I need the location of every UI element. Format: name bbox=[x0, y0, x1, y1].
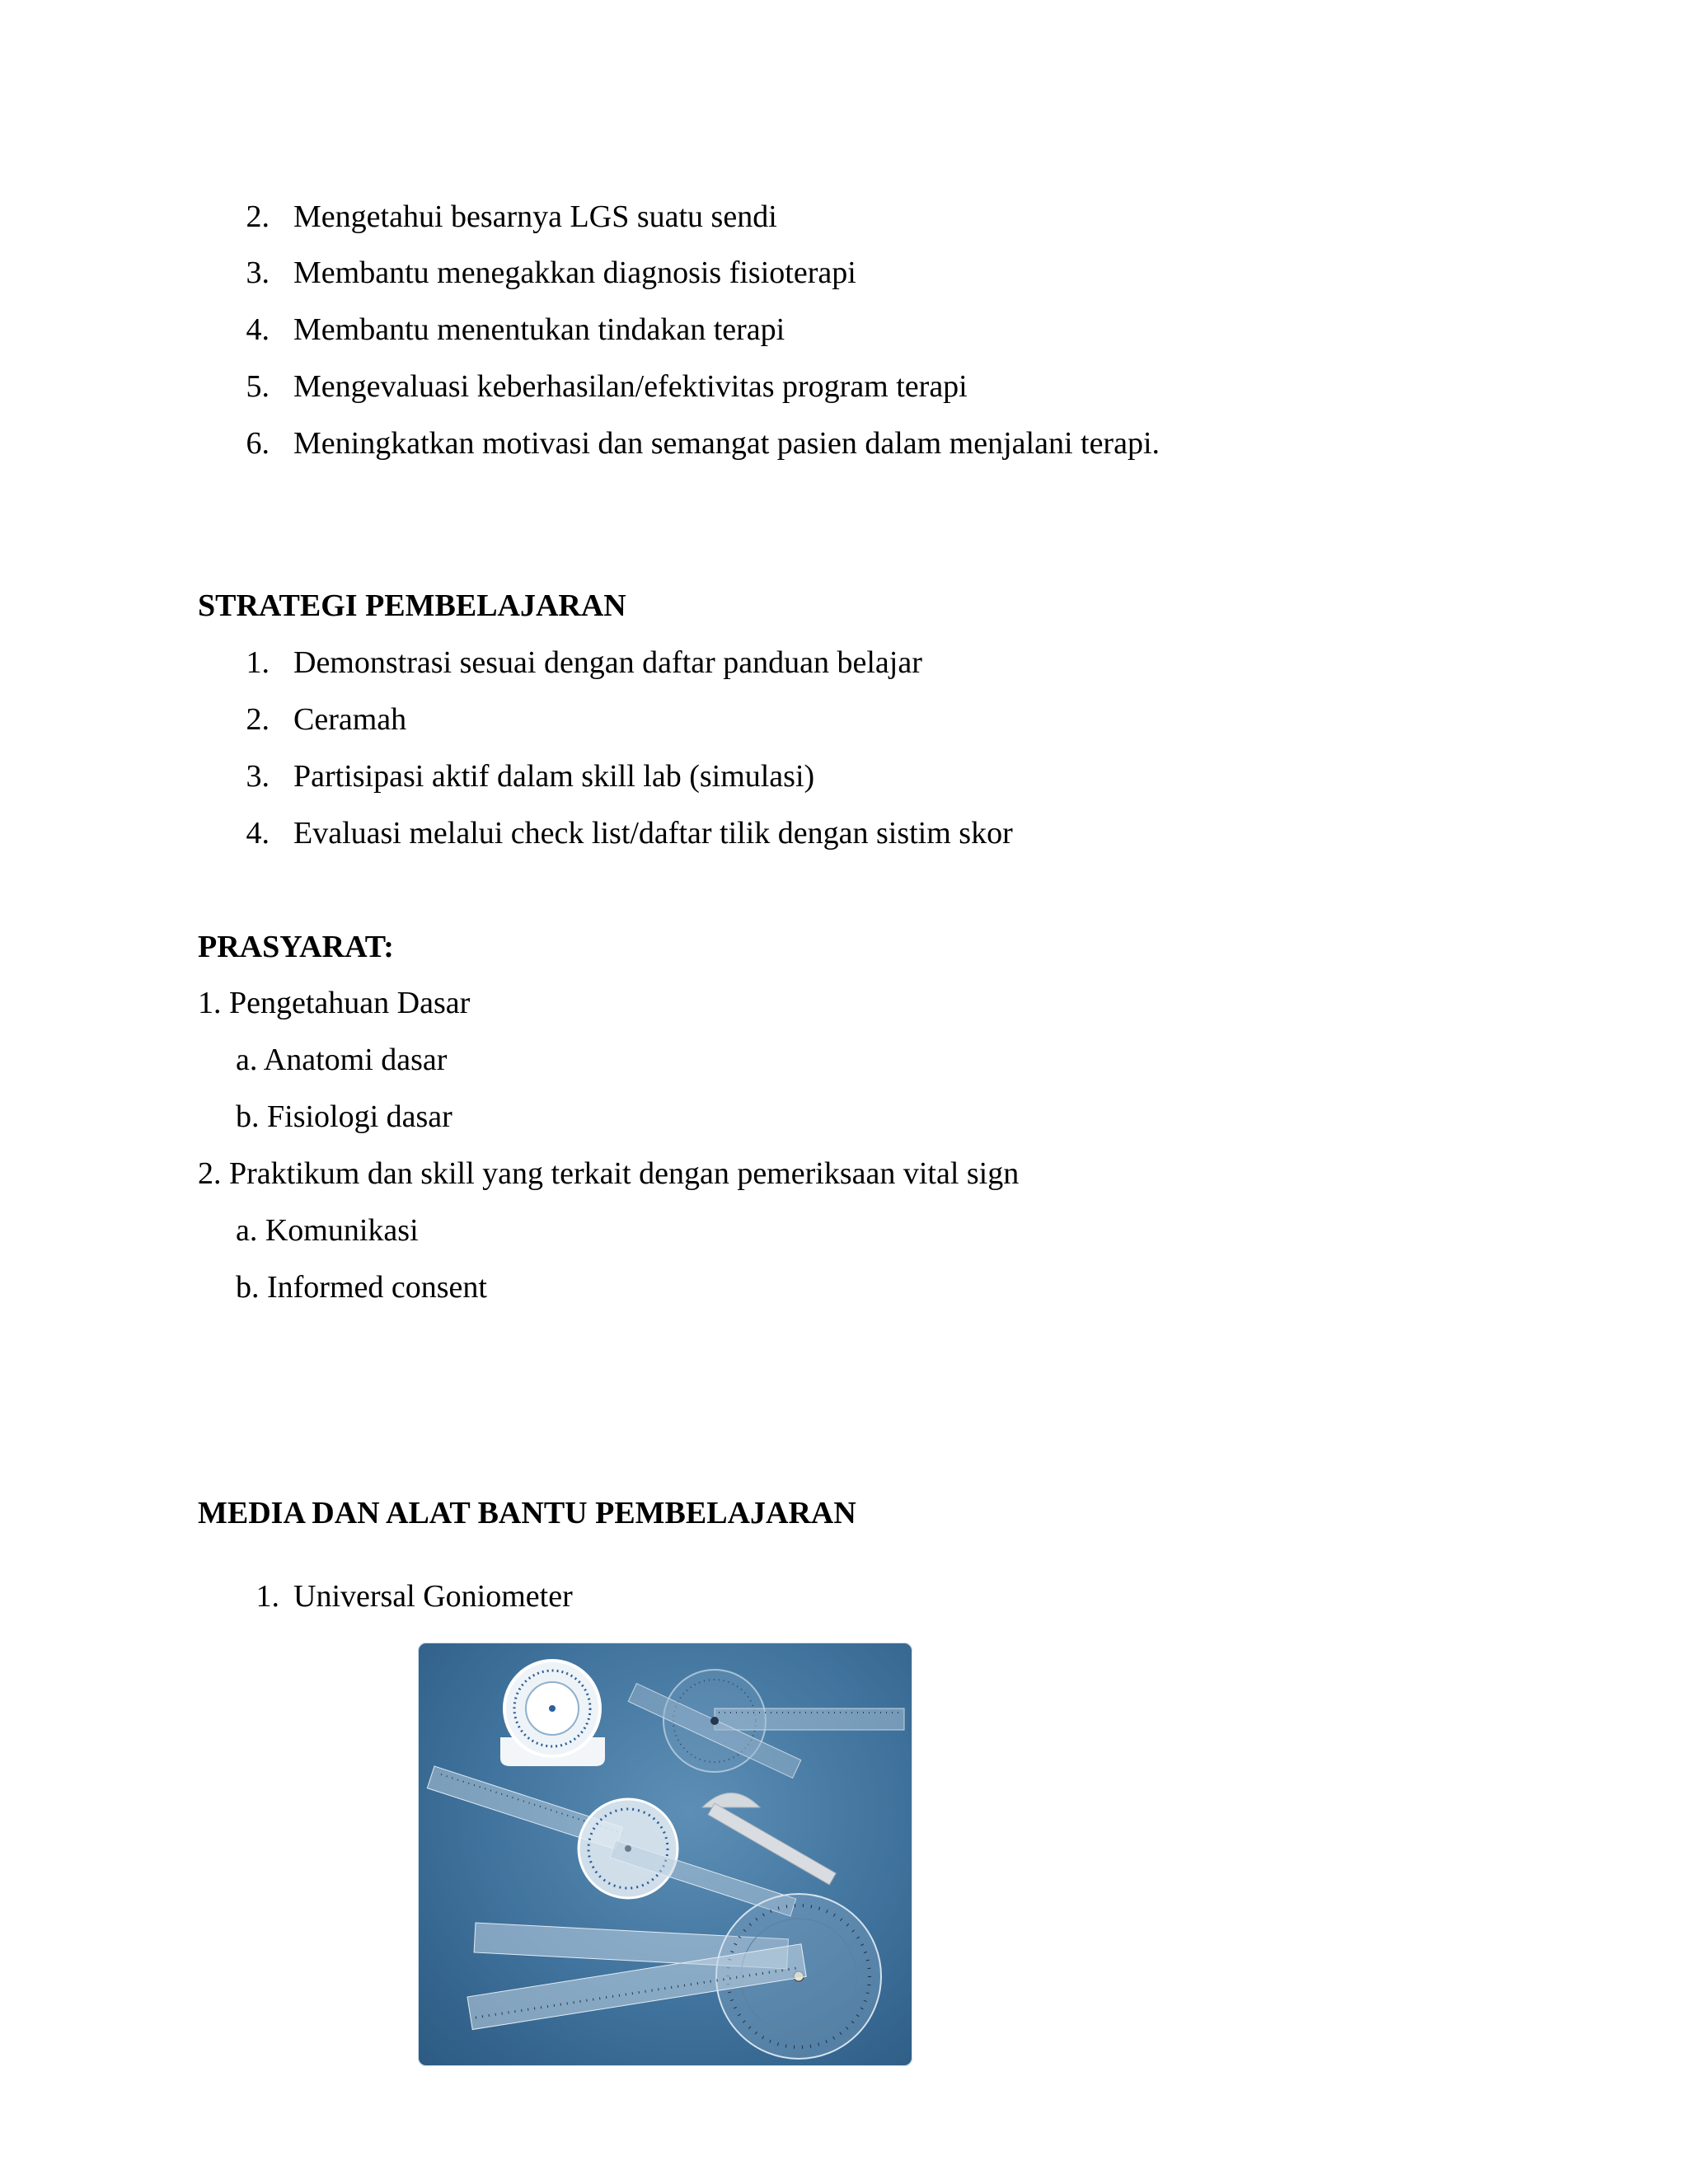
list-item: Demonstrasi sesuai dengan daftar panduan belajar bbox=[293, 645, 922, 680]
list-number: 4. bbox=[246, 312, 270, 347]
list-item: Universal Goniometer bbox=[293, 1579, 573, 1614]
list-number: 4. bbox=[246, 816, 270, 851]
goniometer-small-white bbox=[500, 1661, 605, 1766]
list-number: 2. bbox=[246, 702, 270, 737]
list-number: 3. bbox=[246, 759, 270, 794]
list-number: 6. bbox=[246, 426, 270, 461]
prerequisite-subitem: b. Informed consent bbox=[236, 1270, 487, 1305]
prerequisite-item: 2. Praktikum dan skill yang terkait dengan pemeriksaan vital sign bbox=[198, 1156, 1020, 1191]
section-heading: MEDIA DAN ALAT BANTU PEMBELAJARAN bbox=[198, 1496, 856, 1530]
prerequisite-subitem: a. Komunikasi bbox=[236, 1213, 419, 1248]
goniometer-middle bbox=[427, 1766, 836, 1916]
list-item: Membantu menegakkan diagnosis fisioterapi bbox=[293, 255, 856, 290]
list-number: 5. bbox=[246, 369, 270, 404]
list-number: 2. bbox=[246, 199, 270, 234]
list-number: 3. bbox=[246, 255, 270, 290]
list-item: Evaluasi melalui check list/daftar tilik dengan sistim skor bbox=[293, 816, 1013, 851]
list-number: 1. bbox=[256, 1579, 279, 1614]
list-item: Mengetahui besarnya LGS suatu sendi bbox=[293, 199, 777, 234]
list-number: 1. bbox=[246, 645, 270, 680]
goniometer-photo bbox=[418, 1643, 912, 2066]
section-heading: STRATEGI PEMBELAJARAN bbox=[198, 588, 626, 623]
list-item: Mengevaluasi keberhasilan/efektivitas program terapi bbox=[293, 369, 968, 404]
prerequisite-subitem: b. Fisiologi dasar bbox=[236, 1099, 452, 1134]
section-heading: PRASYARAT: bbox=[198, 930, 394, 964]
prerequisite-item: 1. Pengetahuan Dasar bbox=[198, 986, 471, 1020]
list-item: Partisipasi aktif dalam skill lab (simulasi) bbox=[293, 759, 815, 794]
list-item: Meningkatkan motivasi dan semangat pasien dalam menjalani terapi. bbox=[293, 426, 1160, 461]
list-item: Membantu menentukan tindakan terapi bbox=[293, 312, 785, 347]
list-item: Ceramah bbox=[293, 702, 407, 737]
goniometer-large bbox=[467, 1894, 881, 2059]
prerequisite-subitem: a. Anatomi dasar bbox=[236, 1043, 448, 1077]
goniometer-clear-top bbox=[628, 1670, 904, 1778]
